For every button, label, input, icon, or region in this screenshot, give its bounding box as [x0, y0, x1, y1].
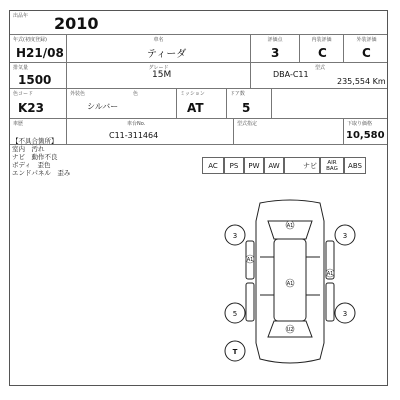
transmission-label: ミッション	[180, 91, 205, 97]
score-label: 評価点	[267, 37, 283, 43]
price-cell	[344, 119, 389, 144]
year-cell	[10, 11, 130, 34]
wheel-rl-mark: 5	[232, 310, 238, 318]
score-cell	[251, 35, 300, 62]
wheel-fl-mark: 3	[232, 232, 238, 240]
first-reg-value: H21/08	[16, 46, 64, 60]
ext-color-cell	[67, 89, 177, 118]
grade-value: 15M	[152, 70, 172, 80]
interior-label: 内装評価	[311, 37, 332, 43]
roof-mark: A1	[286, 281, 294, 287]
year-value: 2010	[54, 14, 99, 33]
mileage-value: 235,554 Km	[337, 77, 386, 86]
car-diagram	[220, 197, 360, 377]
defect-line: ナビ 動作不良	[12, 153, 58, 161]
color-code-cell	[10, 89, 67, 118]
spare-mark: T	[232, 348, 238, 356]
defect-line: エンドパネル 歪み	[12, 169, 71, 177]
model-no-label: 型式指定	[237, 121, 258, 127]
row-grade	[10, 63, 387, 89]
model-label: 車名	[153, 37, 164, 43]
grade-label: グレード	[148, 65, 169, 71]
equip-aw: AW	[264, 157, 284, 174]
equip-airbag: AIR BAG	[320, 157, 344, 174]
ext-color-label: 外装色	[70, 91, 86, 97]
equip-pw: PW	[244, 157, 264, 174]
chassis-cell	[67, 119, 234, 144]
interior-cell	[300, 35, 344, 62]
transmission-value: AT	[187, 101, 204, 115]
model-no-cell	[234, 119, 344, 144]
wheel-fr-mark: 3	[342, 232, 348, 240]
price-label: 下取り価格	[347, 121, 373, 127]
year-label: 出品年	[13, 13, 29, 19]
header-row	[10, 11, 387, 35]
equip-ac: AC	[202, 157, 224, 174]
defect-line: ボディ 歪色	[12, 161, 51, 169]
defects-heading: 【不具合箇所】	[12, 137, 58, 145]
door-l-mark: A1	[246, 257, 254, 263]
model-cell	[67, 35, 251, 62]
door-r-mark: A1	[326, 271, 334, 277]
model-value: ティーダ	[147, 49, 187, 60]
displacement-value: 1500	[18, 73, 52, 87]
exterior-cell	[344, 35, 389, 62]
row-color	[10, 89, 387, 119]
wheel-rr-mark: 3	[342, 310, 348, 318]
grade-cell	[67, 63, 251, 88]
doors-label: ドア数	[230, 91, 245, 97]
type-label: 型式	[314, 65, 325, 71]
interior-value: C	[318, 46, 327, 60]
chassis-label: 車台No.	[127, 121, 146, 127]
first-reg-label: 年式(初度登録)	[13, 37, 47, 43]
color-code-value: K23	[18, 101, 44, 115]
defect-line: 室内 汚れ	[12, 145, 45, 153]
type-value: DBA-C11	[273, 70, 309, 79]
exterior-value: C	[362, 46, 371, 60]
transmission-cell	[177, 89, 227, 118]
exterior-label: 外装評価	[356, 37, 377, 43]
color-label: 色	[133, 91, 139, 97]
vehicle-label: 車歴	[13, 121, 24, 127]
score-value: 3	[271, 46, 280, 60]
chassis-value: C11-311464	[109, 131, 159, 140]
doors-value: 5	[242, 101, 251, 115]
defects-notes	[12, 137, 70, 177]
auction-sheet	[9, 10, 388, 386]
front-mark: A1	[286, 223, 294, 229]
type-cell	[251, 63, 389, 88]
doors-cell	[227, 89, 272, 118]
equip-ps: PS	[224, 157, 244, 174]
first-reg-cell	[10, 35, 67, 62]
price-value: 10,580	[346, 130, 385, 141]
color-code-label: 色コード	[13, 91, 34, 97]
rear-mark: U2	[286, 327, 294, 333]
row-registration	[10, 35, 387, 63]
displacement-cell	[10, 63, 67, 88]
displacement-label: 排気量	[13, 65, 29, 71]
equip-navi: ナビ	[284, 157, 320, 174]
equip-abs: ABS	[344, 157, 366, 174]
ext-color-value: シルバー	[87, 102, 119, 111]
